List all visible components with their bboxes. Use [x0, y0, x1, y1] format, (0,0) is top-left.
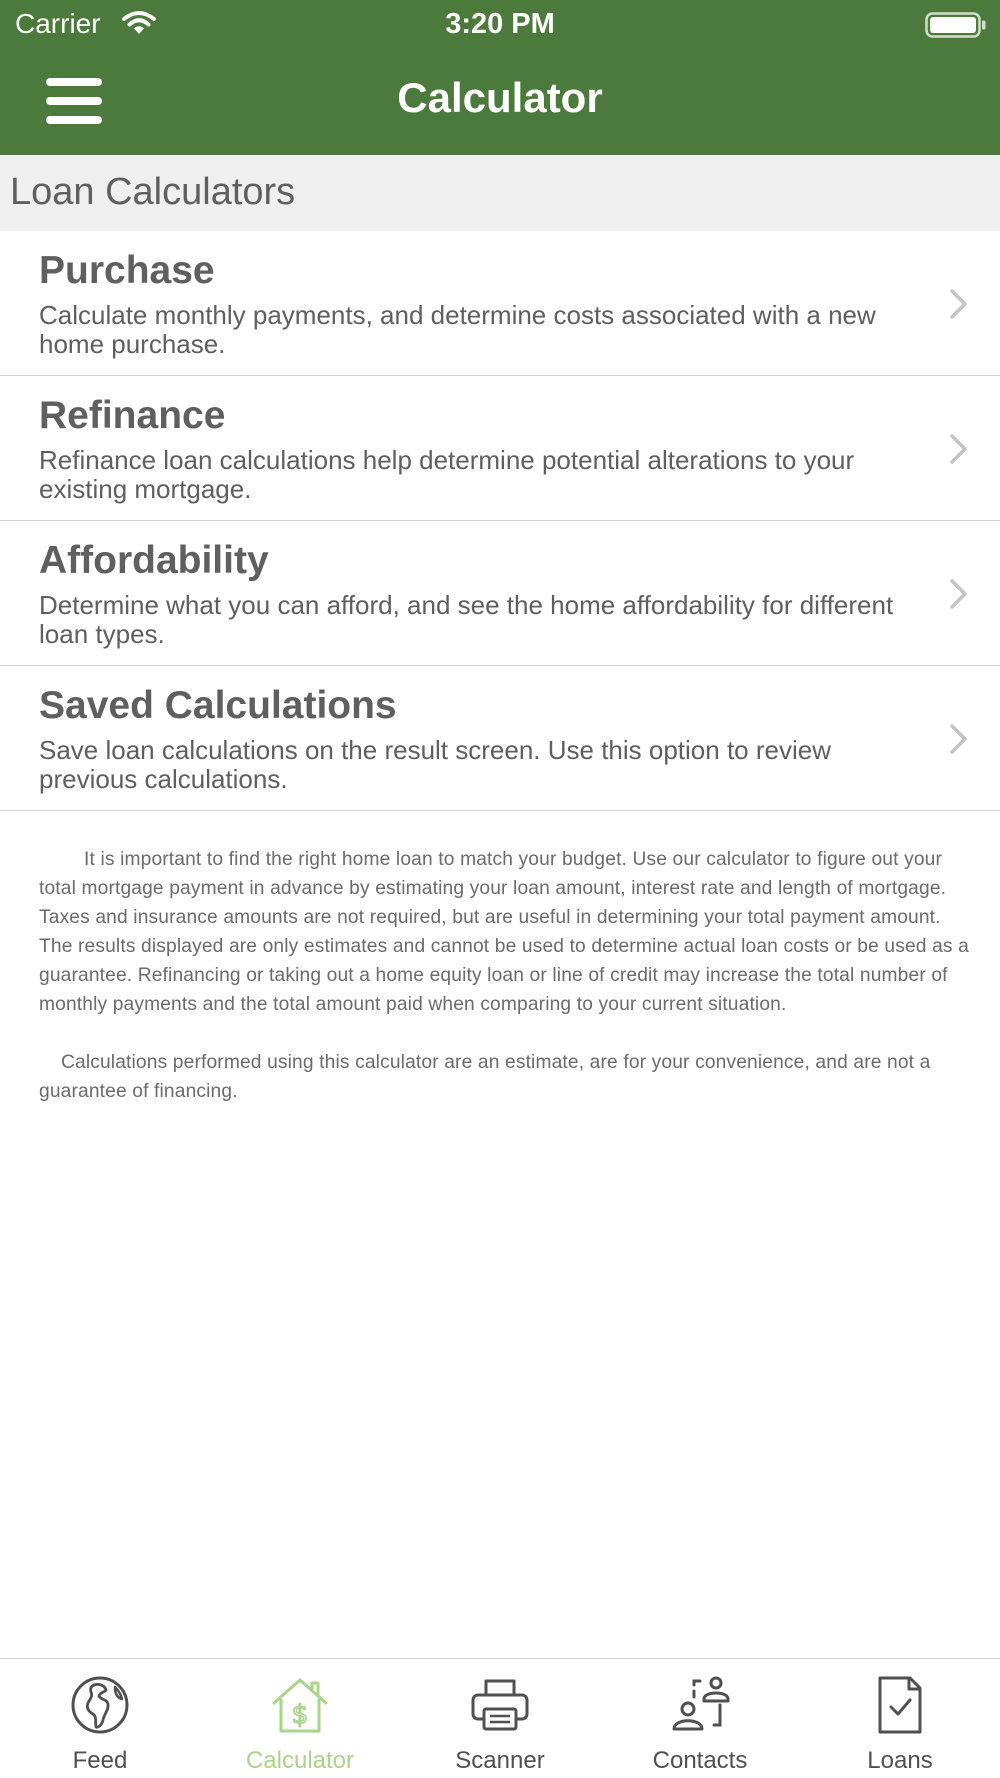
tab-scanner[interactable]	[400, 1659, 600, 1778]
list-item-description: Save loan calculations on the result screen. Use this option to review previous calculations.	[39, 735, 831, 794]
list-item-title: Refinance	[39, 394, 226, 437]
disclaimer-paragraph: It is important to find the right home loan to match your budget. Use our calculator to figure out your total mortgage payment in advance by estimating your loan amount, interest rate and length of mortgage. Taxes and insurance amounts are not required, but are useful in determining your total payment amount. The results displayed are only estimates and cannot be used to determine actual loan costs or be used as a guarantee. Refinancing or taking out a home equity loan or line of credit may increase the total number of monthly payments and the total amount paid when comparing to your current situation.	[39, 849, 969, 1015]
list-item-description: Refinance loan calculations help determine potential alterations to your existing mortgage.	[39, 445, 855, 504]
chevron-right-icon	[948, 577, 970, 611]
list-item-affordability[interactable]	[0, 521, 1000, 666]
battery-icon	[925, 12, 987, 38]
tab-contacts[interactable]	[600, 1659, 800, 1778]
disclaimer-paragraph: Calculations performed using this calculator are an estimate, are for your convenience, and are not a guarantee of financing.	[39, 1052, 931, 1102]
tab-bar	[0, 1658, 1000, 1778]
list-item-refinance[interactable]	[0, 376, 1000, 521]
tab-label: Contacts	[652, 1747, 748, 1774]
printer-icon	[470, 1675, 530, 1735]
tab-label: Feed	[72, 1747, 128, 1774]
list-item-saved-calculations[interactable]	[0, 666, 1000, 811]
navigation-bar	[0, 50, 1000, 155]
svg-text:$: $	[291, 1700, 309, 1730]
tab-loans[interactable]	[800, 1659, 1000, 1778]
chevron-right-icon	[948, 432, 970, 466]
house-dollar-icon	[270, 1675, 330, 1735]
disclaimer	[39, 845, 969, 1135]
list-item-title: Saved Calculations	[39, 684, 397, 727]
chevron-right-icon	[948, 722, 970, 756]
globe-icon	[70, 1675, 130, 1735]
tab-label: Scanner	[455, 1747, 545, 1774]
document-check-icon	[870, 1675, 930, 1735]
status-bar	[0, 0, 1000, 50]
tab-label: Loans	[867, 1747, 933, 1774]
app-header	[0, 0, 1000, 155]
list-item-purchase[interactable]	[0, 231, 1000, 376]
list-item-title: Purchase	[39, 249, 215, 292]
contacts-icon	[670, 1675, 730, 1735]
list-item-title: Affordability	[39, 539, 269, 582]
clock: 3:20 PM	[445, 8, 555, 40]
list-item-description: Determine what you can afford, and see the home affordability for different loan types.	[39, 590, 894, 649]
calculator-list	[0, 231, 1000, 811]
list-item-description: Calculate monthly payments, and determine costs associated with a new home purchase.	[39, 300, 876, 359]
section-header	[0, 155, 1000, 231]
tab-label: Calculator	[245, 1747, 355, 1774]
section-title: Loan Calculators	[10, 171, 296, 213]
tab-calculator[interactable]	[200, 1659, 400, 1778]
page-title: Calculator	[397, 74, 603, 121]
chevron-right-icon	[948, 287, 970, 321]
carrier-label: Carrier	[15, 8, 101, 39]
tab-feed[interactable]	[0, 1659, 200, 1778]
